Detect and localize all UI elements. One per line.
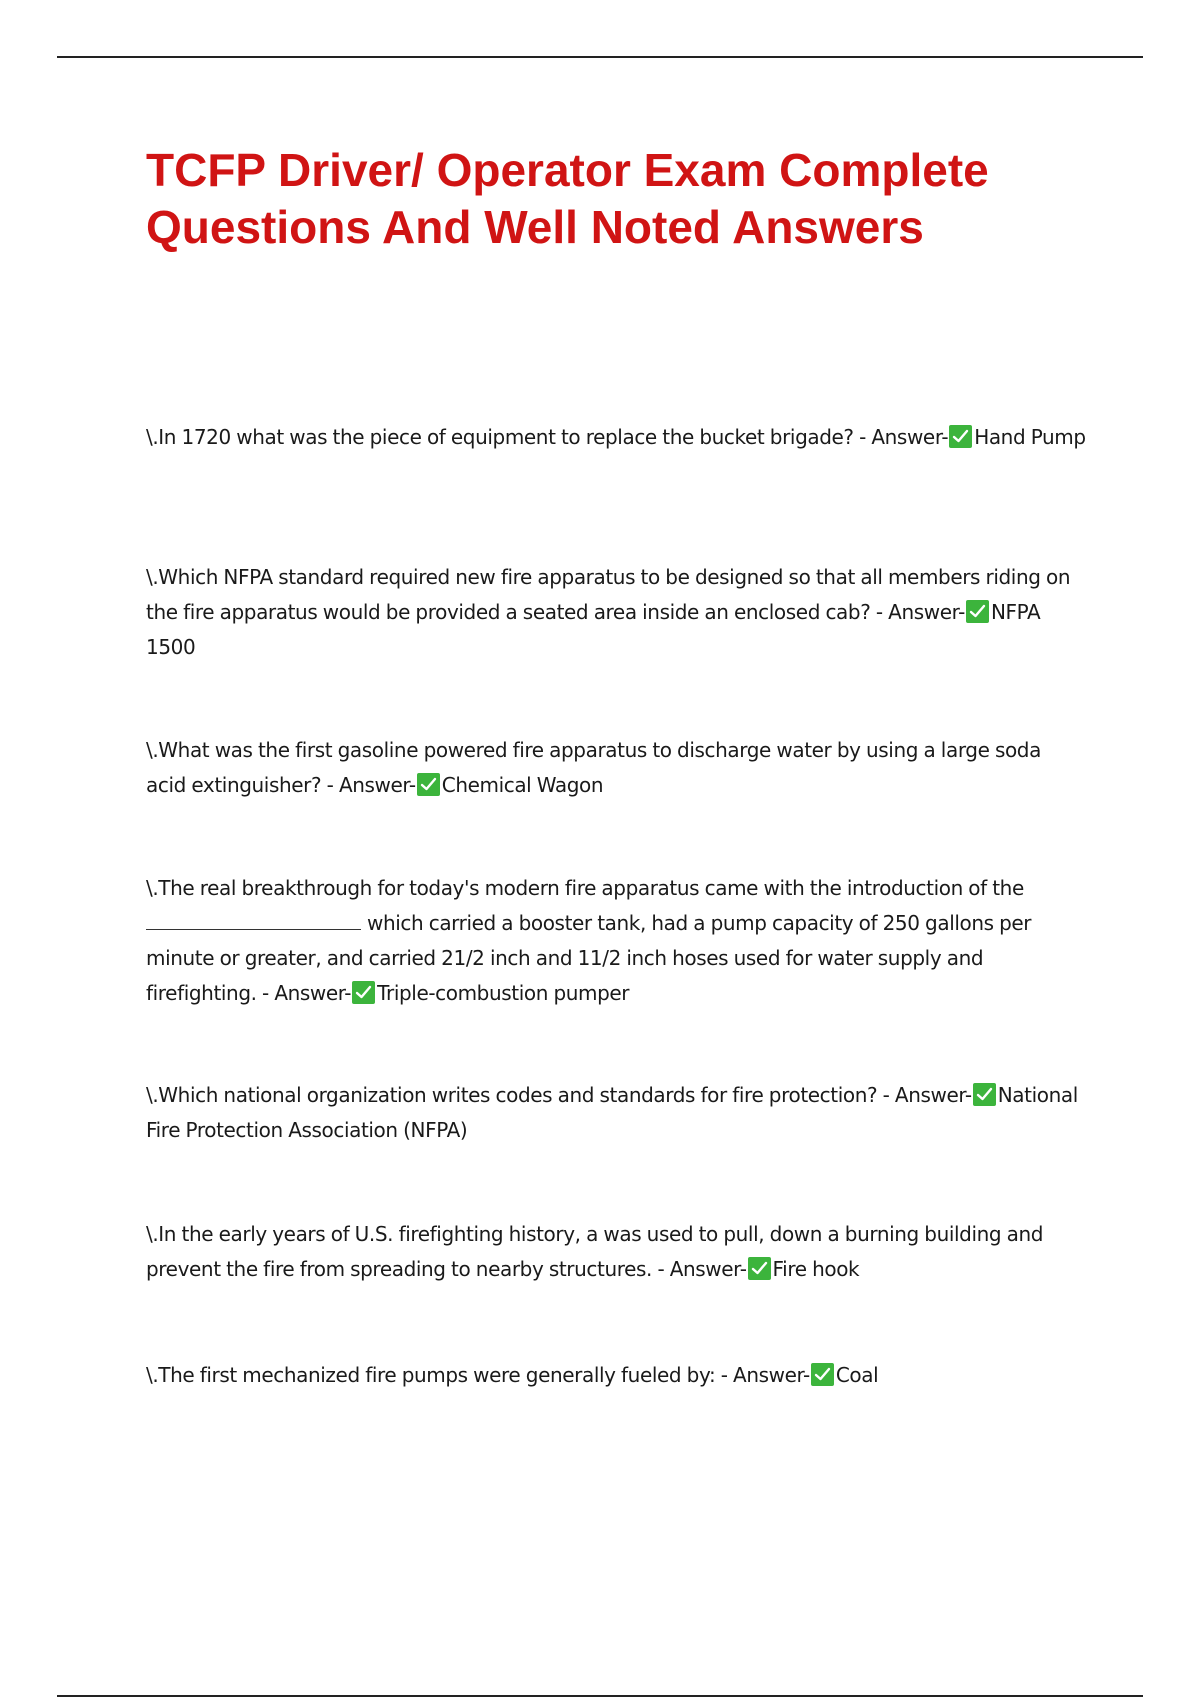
qa-item-6 [146,1217,1086,1287]
green-check-mark-icon [811,1363,834,1386]
green-check-mark-icon [352,981,375,1004]
document-title: TCFP Driver/ Operator Exam Complete Questions And Well Noted Answers [146,144,989,253]
answer-text: Hand Pump [974,425,1086,449]
question-text: \.In 1720 what was the piece of equipment to replace the bucket brigade? - [146,425,872,449]
fill-in-blank-line [146,911,361,930]
answer-text: Coal [835,1363,879,1387]
qa-item-5 [146,1078,1086,1148]
question-text-before-blank: \.The real breakthrough for today's modern fire apparatus came with the introduction of the [146,876,1024,900]
answer-marker: Answer- [888,600,965,624]
answer-text: Chemical Wagon [441,773,604,797]
answer-text: Fire hook [772,1257,860,1281]
qa-item-1 [146,420,1086,455]
question-text: \.In the early years of U.S. firefighting history, a was used to pull, down a burning building and prevent the fire from spreading to nearby structures. - [146,1222,1044,1281]
green-check-mark-icon [748,1257,771,1280]
answer-text: NFPA 1500 [146,600,1041,659]
qa-item-3 [146,733,1086,803]
qa-item-2 [146,560,1086,665]
question-text: \.Which national organization writes codes and standards for fire protection? - [146,1083,895,1107]
answer-marker: Answer- [338,773,416,797]
qa-item-7 [146,1358,1086,1393]
answer-marker: Answer- [894,1083,972,1107]
answer-marker: Answer- [871,425,949,449]
green-check-mark-icon [966,600,989,623]
qa-item-4 [146,871,1086,1011]
answer-marker: Answer- [274,981,352,1005]
answer-text: National Fire Protection Association (NFPA) [146,1083,1078,1142]
question-text: \.What was the first gasoline powered fire apparatus to discharge water by using a large soda acid extinguisher? - [146,738,1041,797]
top-rule [57,56,1143,58]
answer-marker: Answer- [669,1257,747,1281]
answer-text: Triple-combustion pumper [377,981,630,1005]
bottom-rule [57,1695,1143,1697]
question-text-after-blank: which carried a booster tank, had a pump capacity of 250 gallons per minute or greater, and carried 21/2 inch and 11/2 inch hoses used for water supply and firefighting. - [146,911,1032,1005]
green-check-mark-icon [973,1083,996,1106]
question-text: \.Which NFPA standard required new fire apparatus to be designed so that all members riding on the fire apparatus would be provided a seated area inside an enclosed cab? - [146,565,1071,624]
green-check-mark-icon [417,773,440,796]
answer-marker: Answer- [733,1363,810,1387]
question-text: \.The first mechanized fire pumps were generally fueled by: - [146,1363,734,1387]
green-check-mark-icon [949,425,972,448]
